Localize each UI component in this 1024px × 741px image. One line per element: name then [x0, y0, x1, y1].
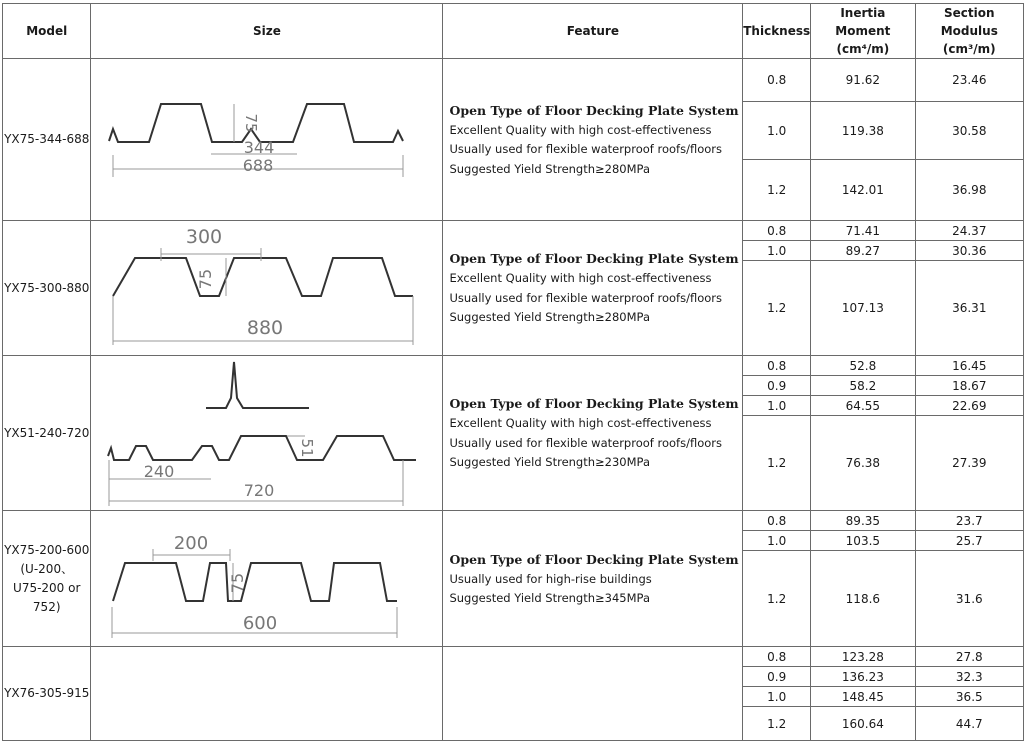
header-thickness: Thickness [743, 4, 811, 59]
thickness-cell: 1.2 [743, 160, 811, 221]
inertia-cell: 136.23 [811, 667, 915, 687]
table-row [3, 59, 1024, 102]
thickness-cell: 1.2 [743, 551, 811, 647]
modulus-cell: 30.58 [915, 102, 1023, 160]
modulus-cell: 25.7 [915, 531, 1023, 551]
model-line: U75-200 or [13, 580, 81, 595]
thickness-cell: 0.8 [743, 647, 811, 667]
model-cell: YX75-300-880 [3, 221, 91, 356]
feature-line: Excellent Quality with high cost-effectiveness [449, 122, 712, 137]
feature-line: Suggested Yield Strength≥230MPa [449, 455, 651, 470]
table-row [3, 356, 1024, 376]
thickness-cell: 1.2 [743, 261, 811, 356]
dimension-label-height: 75 [242, 113, 261, 133]
decking-spec-table [2, 3, 1024, 741]
thickness-cell: 1.0 [743, 531, 811, 551]
header-model: Model [3, 4, 91, 59]
modulus-cell: 44.7 [915, 707, 1023, 741]
thickness-cell: 0.8 [743, 221, 811, 241]
thickness-cell: 0.9 [743, 376, 811, 396]
header-inertia [811, 4, 915, 59]
modulus-cell: 16.45 [915, 356, 1023, 376]
dimension-label-width: 600 [243, 613, 278, 634]
table-row [3, 647, 1024, 667]
feature-cell [443, 221, 743, 356]
feature-title: Open Type of Floor Decking Plate System [449, 251, 739, 267]
model-line: 752) [32, 599, 61, 614]
dimension-label-height: 240 [144, 462, 175, 481]
inertia-cell: 160.64 [811, 707, 915, 741]
header-modulus-unit: (cm³/m) [942, 42, 996, 56]
profile-drawing-cell-empty [91, 647, 443, 741]
feature-line: Usually used for flexible waterproof roofs/floors [449, 435, 722, 450]
profile-drawing-cell [91, 356, 443, 511]
header-size: Size [91, 4, 443, 59]
inertia-cell: 89.27 [811, 241, 915, 261]
modulus-cell: 24.37 [915, 221, 1023, 241]
model-cell: YX76-305-915 [3, 647, 91, 741]
modulus-cell: 30.36 [915, 241, 1023, 261]
modulus-cell: 23.7 [915, 511, 1023, 531]
feature-line: Excellent Quality with high cost-effectiveness [449, 416, 712, 431]
inertia-cell: 71.41 [811, 221, 915, 241]
model-cell: YX51-240-720 [3, 356, 91, 511]
thickness-cell: 0.9 [743, 667, 811, 687]
model-line: (U-200、 [20, 561, 74, 576]
inertia-cell: 52.8 [811, 356, 915, 376]
thickness-cell: 1.2 [743, 707, 811, 741]
thickness-cell: 1.0 [743, 241, 811, 261]
header-inertia-title: Inertia Moment [835, 6, 891, 38]
header-inertia-unit: (cm⁴/m) [836, 42, 890, 56]
inertia-cell: 118.6 [811, 551, 915, 647]
dimension-label-height: 75 [228, 572, 248, 594]
feature-cell [443, 511, 743, 647]
model-cell: YX75-344-688 [3, 59, 91, 221]
model-line: YX75-200-600 [4, 542, 90, 557]
profile-drawing-cell [91, 511, 443, 647]
feature-line: Usually used for flexible waterproof roofs/floors [449, 290, 722, 305]
dimension-label-width: 720 [244, 481, 275, 500]
feature-title: Open Type of Floor Decking Plate System [449, 102, 739, 118]
dimension-label-pitch: 200 [174, 533, 209, 554]
feature-cell [443, 59, 743, 221]
thickness-cell: 0.8 [743, 356, 811, 376]
inertia-cell: 119.38 [811, 102, 915, 160]
thickness-cell: 1.0 [743, 396, 811, 416]
inertia-cell: 76.38 [811, 416, 915, 511]
modulus-cell: 32.3 [915, 667, 1023, 687]
inertia-cell: 123.28 [811, 647, 915, 667]
dimension-label-pitch: 300 [186, 226, 223, 248]
modulus-cell: 23.46 [915, 59, 1023, 102]
profile-drawing-yx75-344-688 [91, 59, 442, 220]
dimension-label-pitch: 51 [298, 438, 317, 458]
dimension-label-pitch: 344 [244, 138, 275, 157]
modulus-cell: 36.31 [915, 261, 1023, 356]
feature-cell [443, 356, 743, 511]
modulus-cell: 31.6 [915, 551, 1023, 647]
feature-line: Usually used for flexible waterproof roofs/floors [449, 142, 722, 157]
header-feature: Feature [443, 4, 743, 59]
table-row [3, 221, 1024, 241]
inertia-cell: 107.13 [811, 261, 915, 356]
header-modulus [915, 4, 1023, 59]
thickness-cell: 1.0 [743, 102, 811, 160]
dimension-label-height: 75 [196, 268, 216, 290]
feature-title: Open Type of Floor Decking Plate System [449, 551, 739, 567]
feature-line: Usually used for high-rise buildings [449, 571, 652, 586]
profile-drawing-cell [91, 59, 443, 221]
inertia-cell: 91.62 [811, 59, 915, 102]
profile-drawing-yx75-200-600 [91, 511, 442, 646]
thickness-cell: 0.8 [743, 59, 811, 102]
thickness-cell: 1.0 [743, 687, 811, 707]
dimension-label-width: 880 [247, 317, 284, 339]
thickness-cell: 0.8 [743, 511, 811, 531]
header-modulus-title: Section Modulus [940, 6, 998, 38]
inertia-cell: 103.5 [811, 531, 915, 551]
table-row [3, 511, 1024, 531]
feature-line: Suggested Yield Strength≥345MPa [449, 591, 651, 605]
modulus-cell: 18.67 [915, 376, 1023, 396]
profile-drawing-cell [91, 221, 443, 356]
feature-line: Suggested Yield Strength≥280MPa [449, 310, 651, 325]
dimension-label-width: 688 [243, 156, 274, 175]
feature-cell-empty [443, 647, 743, 741]
inertia-cell: 89.35 [811, 511, 915, 531]
feature-line: Suggested Yield Strength≥280MPa [449, 161, 651, 176]
modulus-cell: 36.98 [915, 160, 1023, 221]
profile-drawing-yx51-240-720 [91, 356, 442, 510]
inertia-cell: 58.2 [811, 376, 915, 396]
feature-line: Excellent Quality with high cost-effectiveness [449, 271, 712, 286]
feature-title: Open Type of Floor Decking Plate System [449, 396, 739, 412]
thickness-cell: 1.2 [743, 416, 811, 511]
profile-drawing-yx75-300-880 [91, 221, 442, 355]
modulus-cell: 22.69 [915, 396, 1023, 416]
modulus-cell: 27.8 [915, 647, 1023, 667]
modulus-cell: 36.5 [915, 687, 1023, 707]
inertia-cell: 64.55 [811, 396, 915, 416]
inertia-cell: 142.01 [811, 160, 915, 221]
header-row [3, 4, 1024, 59]
model-cell [3, 511, 91, 647]
inertia-cell: 148.45 [811, 687, 915, 707]
modulus-cell: 27.39 [915, 416, 1023, 511]
